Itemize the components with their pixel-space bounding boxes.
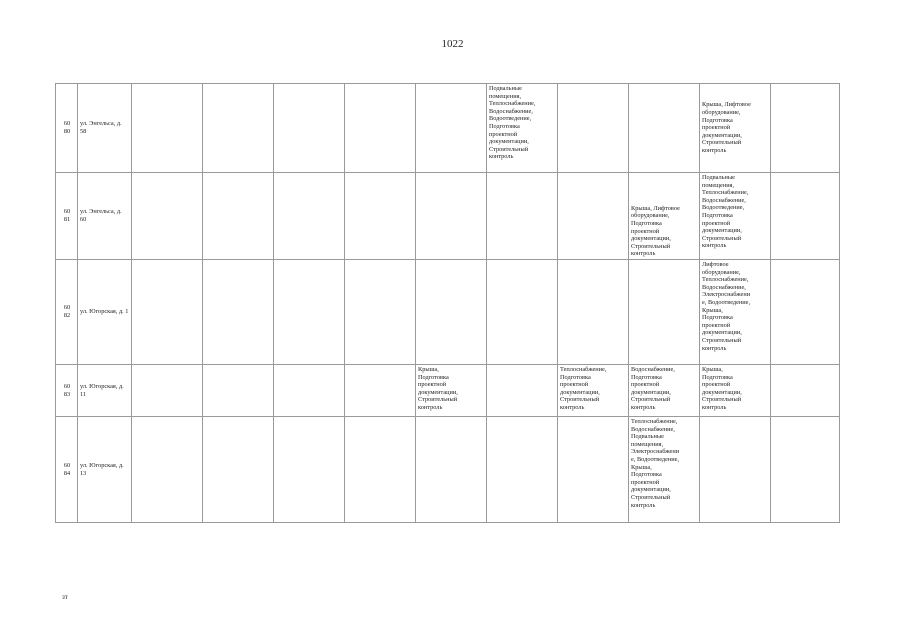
- table-cell: [771, 84, 840, 173]
- table-cell: [416, 417, 487, 523]
- page-number: 1022: [441, 38, 464, 50]
- table-cell: [345, 260, 416, 365]
- table-cell: [203, 260, 274, 365]
- cell-line: Крыша, Лифтовое: [702, 101, 751, 109]
- cell-line: проектной: [560, 381, 589, 389]
- table-cell: [771, 173, 840, 260]
- table-row: [56, 84, 840, 173]
- cell-line: Крыша, Лифтовое: [631, 204, 680, 212]
- cell-line: документации,: [631, 486, 671, 494]
- footer-mark: зт: [62, 593, 68, 601]
- table-cell: [416, 173, 487, 260]
- cell-line: Строительный: [702, 139, 742, 147]
- work-cell: [487, 84, 558, 173]
- cell-line: Водоснабжение,: [631, 366, 675, 373]
- cell-line: Подготовка: [702, 211, 733, 219]
- cell-line: Подготовка: [702, 116, 733, 124]
- cell-line: Строительный: [489, 145, 529, 153]
- cell-line: Крыша,: [631, 463, 652, 471]
- cell-line: Строительный: [631, 242, 671, 250]
- table-cell: [487, 417, 558, 523]
- table-cell: [274, 173, 345, 260]
- cell-line: проектной: [631, 381, 660, 389]
- cell-line: проектной: [489, 130, 518, 138]
- cell-line: проектной: [702, 219, 731, 227]
- table-cell: [416, 260, 487, 365]
- row-number-cell: 60 83: [56, 365, 78, 417]
- table-cell: [700, 417, 771, 523]
- table-cell: [203, 84, 274, 173]
- cell-line: документации,: [418, 388, 458, 396]
- cell-line: Строительный: [702, 234, 742, 242]
- table-cell: [274, 84, 345, 173]
- cell-line: Подготовка: [631, 220, 662, 228]
- table-cell: [132, 173, 203, 260]
- table-cell: [345, 365, 416, 417]
- cell-line: проектной: [631, 227, 660, 235]
- cell-line: документации,: [702, 227, 742, 235]
- table-body: [56, 84, 840, 523]
- cell-line: проектной: [702, 124, 731, 132]
- cell-line: е, Водоотведение,: [631, 455, 680, 463]
- cell-line: Водоотведение,: [702, 204, 745, 212]
- cell-line: документации,: [631, 235, 671, 243]
- table-cell: [345, 417, 416, 523]
- address-cell: ул. Югорская, д. 1: [78, 260, 132, 365]
- work-cell: [629, 417, 700, 523]
- cell-line: Теплоснабжение,: [702, 189, 749, 197]
- row-number-cell: 60 84: [56, 417, 78, 523]
- table-cell: [771, 365, 840, 417]
- table-cell: [203, 365, 274, 417]
- table-cell: [558, 84, 629, 173]
- table-cell: [132, 417, 203, 523]
- cell-line: контроль: [702, 344, 727, 352]
- cell-line: оборудование,: [702, 109, 741, 117]
- row-number-cell: 60 81: [56, 173, 78, 260]
- cell-line: контроль: [702, 146, 727, 154]
- table-cell: [558, 417, 629, 523]
- table-row: [56, 417, 840, 523]
- cell-line: контроль: [560, 403, 585, 411]
- cell-line: контроль: [702, 403, 727, 411]
- address-cell: ул. Югорская, д. 11: [78, 365, 132, 417]
- table-row: [56, 173, 840, 260]
- address-cell: ул. Югорская, д. 13: [78, 417, 132, 523]
- row-number-cell: 60 82: [56, 260, 78, 365]
- row-number-cell: 60 80: [56, 84, 78, 173]
- cell-line: Водоотведение,: [489, 115, 532, 123]
- cell-line: контроль: [489, 153, 514, 161]
- cell-line: Подготовка: [560, 373, 591, 381]
- table-cell: [629, 84, 700, 173]
- cell-line: Строительный: [631, 396, 671, 404]
- table-row: [56, 365, 840, 417]
- work-cell: [700, 260, 771, 365]
- cell-line: Лифтовое: [702, 261, 729, 268]
- cell-line: Теплоснабжение,: [560, 366, 607, 373]
- cell-line: Подготовка: [702, 314, 733, 322]
- cell-line: Подвальные: [702, 174, 735, 181]
- table-cell: [558, 260, 629, 365]
- cell-line: контроль: [631, 250, 656, 258]
- table-cell: [345, 173, 416, 260]
- cell-line: документации,: [702, 131, 742, 139]
- table-cell: [132, 84, 203, 173]
- work-cell: [629, 173, 700, 260]
- table-cell: [558, 173, 629, 260]
- cell-line: документации,: [702, 388, 742, 396]
- table-cell: [487, 365, 558, 417]
- cell-line: оборудование,: [702, 268, 741, 276]
- table-cell: [274, 365, 345, 417]
- cell-line: помещения,: [489, 92, 522, 100]
- table-cell: [274, 417, 345, 523]
- table-cell: [487, 173, 558, 260]
- cell-line: Строительный: [631, 493, 671, 501]
- table-cell: [629, 260, 700, 365]
- cell-line: документации,: [489, 138, 529, 146]
- cell-line: Подвальные: [631, 433, 664, 441]
- work-cell: [700, 84, 771, 173]
- work-cell: [416, 365, 487, 417]
- work-cell: [558, 365, 629, 417]
- table-cell: [132, 260, 203, 365]
- cell-line: Теплоснабжение,: [631, 418, 678, 425]
- cell-line: Подвальные: [489, 85, 522, 92]
- cell-line: Строительный: [702, 396, 742, 404]
- table-cell: [274, 260, 345, 365]
- cell-line: Теплоснабжение,: [489, 100, 536, 108]
- address-cell: ул. Энгельса, д. 58: [78, 84, 132, 173]
- cell-line: Крыша,: [702, 306, 723, 314]
- table-cell: [132, 365, 203, 417]
- cell-line: проектной: [702, 321, 731, 329]
- cell-line: Водоснабжение,: [702, 283, 746, 291]
- table-row: [56, 260, 840, 365]
- cell-line: Подготовка: [418, 373, 449, 381]
- cell-line: документации,: [702, 329, 742, 337]
- cell-line: Водоснабжение,: [489, 107, 533, 115]
- cell-line: помещения,: [702, 181, 735, 189]
- cell-line: оборудование,: [631, 212, 670, 220]
- table-cell: [487, 260, 558, 365]
- cell-line: Теплоснабжение,: [702, 276, 749, 284]
- table-cell: [771, 417, 840, 523]
- table-cell: [203, 173, 274, 260]
- table-cell: [771, 260, 840, 365]
- cell-line: проектной: [631, 478, 660, 486]
- cell-line: контроль: [418, 403, 443, 411]
- work-cell: [700, 365, 771, 417]
- cell-line: контроль: [702, 242, 727, 250]
- cell-line: Подготовка: [631, 471, 662, 479]
- cell-line: Электроснабжени: [702, 291, 751, 299]
- cell-line: документации,: [631, 388, 671, 396]
- work-cell: [700, 173, 771, 260]
- cell-line: е, Водоотведение,: [702, 298, 751, 306]
- cell-line: Строительный: [418, 396, 458, 404]
- cell-line: Подготовка: [702, 373, 733, 381]
- cell-line: контроль: [631, 403, 656, 411]
- table-cell: [416, 84, 487, 173]
- cell-line: проектной: [418, 381, 447, 389]
- address-cell: ул. Энгельса, д. 60: [78, 173, 132, 260]
- table-cell: [345, 84, 416, 173]
- cell-line: Подготовка: [489, 122, 520, 130]
- cell-line: Водоснабжение,: [631, 425, 675, 433]
- cell-line: проектной: [702, 381, 731, 389]
- cell-line: контроль: [631, 501, 656, 509]
- work-cell: [629, 365, 700, 417]
- cell-line: Водоснабжение,: [702, 196, 746, 204]
- cell-line: Крыша,: [702, 366, 723, 373]
- cell-line: документации,: [560, 388, 600, 396]
- cell-line: Электроснабжени: [631, 448, 680, 456]
- cell-line: Строительный: [560, 396, 600, 404]
- cell-line: Подготовка: [631, 373, 662, 381]
- repair-schedule-table: [55, 83, 840, 523]
- table-cell: [203, 417, 274, 523]
- cell-line: Строительный: [702, 336, 742, 344]
- cell-line: Крыша,: [418, 366, 439, 373]
- cell-line: помещения,: [631, 440, 664, 448]
